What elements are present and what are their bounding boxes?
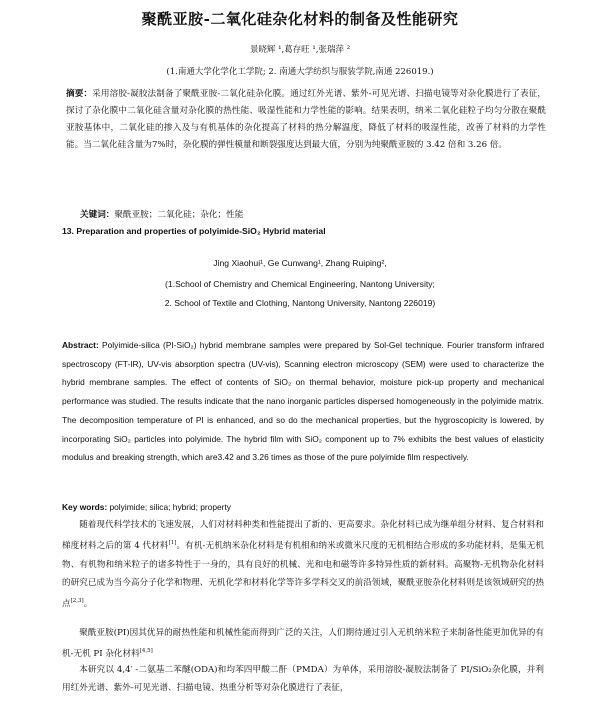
english-affiliation-1: (1.School of Chemistry and Chemical Engineering, Nantong University; <box>165 279 435 289</box>
english-keywords <box>62 502 542 512</box>
chinese-authors: 景晓辉 ¹,葛存旺 ¹,张瑞萍 ² <box>249 45 351 55</box>
chinese-abstract <box>66 86 546 154</box>
english-keywords-label: Key words: <box>62 502 108 512</box>
chinese-abstract-text: 采用溶胶-凝胶法制备了聚酰亚胺-二氧化硅杂化膜。通过红外光谱、紫外-可见光谱、扫描电镜等对杂化膜进行了表征，探讨了杂化膜中二氧化硅含量对杂化膜的热性能、吸湿性能和力学性能的影响。结果表明，纳米二氧化硅粒子均匀分散在聚酰亚胺基体中，二氧化硅的掺入及与有机基体的杂化提高了材料的热分解温度，降低了材料的吸湿性能，改善了材料的力学性能。当二氧化硅含量为7%时，杂化膜的弹性模量和断裂强度达到最大值，分别为纯聚酰亚胺的 3.42 倍和 3.26 倍。 <box>66 89 546 150</box>
english-keywords-text: polyimide; silica; hybrid; property <box>109 502 231 512</box>
chinese-affiliation: (1.南通大学化学化工学院; 2. 南通大学纺织与服装学院,南通 226019.) <box>166 67 434 77</box>
body-p1-text-b: 。有机-无机纳米杂化材料是有机相和纳米或微米尺度的无机相结合形成的多功能材料，是集无机物、有机物和纳米粒子的诸多特性于一身的，具有良好的机械、光和电和磁等许多特异性质的新材料。高聚物-无机物杂化材料的研究已成为当今高分子化学和物理、无机化学和材料化学等许多学科交叉的前沿领域，聚酰亚胺杂化材料则是该领域研究的热点 <box>62 541 545 610</box>
citation-3: [4,5] <box>139 648 153 655</box>
chinese-keywords-label: 关键词： <box>80 210 115 220</box>
english-authors: Jing Xiaohui¹, Ge Cunwang¹, Zhang Ruiping², <box>213 258 387 268</box>
body-paragraph-1 <box>62 516 544 614</box>
body-p1-text-a: 随着现代科学技术的飞速发展，人们对材料种类和性能提出了新的、更高要求。杂化材料已成为继单组分材料、复合材料和梯度材料之后的第 4 代材料 <box>62 520 544 552</box>
body-paragraph-3: 本研究以 4,4′ -二氨基二苯醚(ODA)和均苯四甲酸二酐（PMDA）为单体，采用溶胶-凝胶法制备了 PI/SiO₂杂化膜，并利用红外光谱、紫外-可见光谱、扫描电镜、热重分析等对杂化膜进行了表征， <box>62 665 544 694</box>
body-paragraph-2 <box>62 624 544 664</box>
english-abstract-text: Polyimide-silica (PI-SiO₂) hybrid membrane samples were prepared by Sol-Gel technique. Fourier transform infrared spectroscopy (FT-IR), UV-vis absorption spectra (UV-vis), Scanning electron microscopy (SEM) were used to characterize the hybrid membrane samples. The effect of contents of SiO₂ on thermal behavior, moisture pick-up property and mechanical performance was studied. The results indicate that the nano inorganic particles dispersed homogeneously in the polyimide matrix. The decomposition temperature of PI is enhanced, and so do the mechanical properties, but the hygroscopicity is lowered, by incorporating SiO₂ particles into polyimide. The hybrid film with SiO₂ component up to 7% exhibits the best values of elasticity modulus and breaking strength, which are3.42 and 3.26 times as those of the pure polyimide film respectively. <box>62 340 544 463</box>
chinese-title: 聚酰亚胺-二氧化硅杂化材料的制备及性能研究 <box>141 10 459 28</box>
english-abstract-label: Abstract: <box>62 340 99 350</box>
english-abstract <box>62 336 544 467</box>
body-p2-text: 聚酰亚胺(PI)因其优异的耐热性能和机械性能而得到广泛的关注，人们期待通过引入无机纳米粒子来制备性能更加优异的有机-无机 PI 杂化材料 <box>62 628 544 660</box>
chinese-abstract-label: 摘要： <box>66 89 93 99</box>
chinese-keywords-text: 聚酰亚胺；二氧化硅；杂化；性能 <box>114 210 244 220</box>
body-p1-text-c: 。 <box>83 599 93 610</box>
citation-2: [2,3] <box>70 598 84 605</box>
citation-1: [1] <box>168 540 177 547</box>
english-affiliation-2: 2. School of Textile and Clothing, Nantong University, Nantong 226019) <box>164 298 436 308</box>
english-section-title: 13. Preparation and properties of polyimide-SiO₂ Hybrid material <box>62 226 326 236</box>
chinese-keywords <box>80 208 540 220</box>
